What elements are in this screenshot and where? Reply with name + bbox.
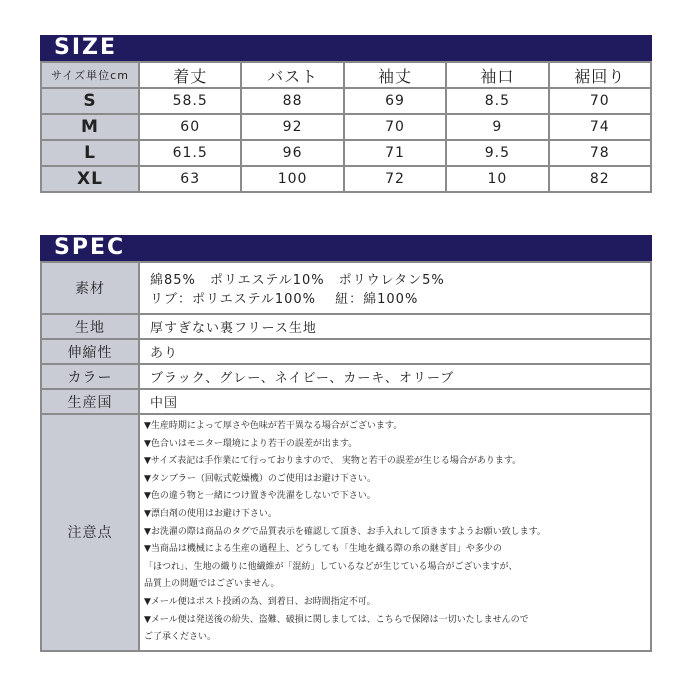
note-line: ▼当商品は機械による生産の過程上、どうしても「生地を織る際の糸の継ぎ目」や多少の bbox=[144, 544, 502, 555]
table-row bbox=[41, 88, 651, 114]
spec-value-line: あり bbox=[150, 346, 179, 361]
table-row bbox=[41, 114, 651, 140]
measurement-cell: 78 bbox=[549, 140, 651, 166]
spec-value-line: ブラック、グレー、ネイビー、カーキ、オリーブ bbox=[150, 371, 455, 386]
spec-row bbox=[41, 389, 651, 414]
measurement-cell: 71 bbox=[344, 140, 446, 166]
note-line: ▼タンブラー（回転式乾燥機）のご使用はお避け下さい。 bbox=[144, 473, 376, 484]
measurement-cell: 88 bbox=[241, 88, 343, 114]
note-line: ▼サイズ表記は手作業にて行っておりますので、 実物と若干の誤差が生じる場合があります。 bbox=[144, 456, 522, 467]
notes-label: 注意点 bbox=[41, 414, 139, 651]
column-header: 袖口 bbox=[446, 62, 548, 88]
measurement-cell: 82 bbox=[549, 166, 651, 192]
notes-list bbox=[139, 414, 651, 651]
note-line: ▼お洗濯の際は商品のタグで品質表示を確認して頂き、お手入れして頂きますようお願い致します。 bbox=[144, 526, 546, 537]
measurement-cell: 58.5 bbox=[139, 88, 241, 114]
spec-value bbox=[139, 339, 651, 364]
spec-row bbox=[41, 364, 651, 389]
notes-row bbox=[41, 414, 651, 651]
size-label: S bbox=[41, 88, 139, 114]
measurement-cell: 100 bbox=[241, 166, 343, 192]
column-header: 裾回り bbox=[549, 62, 651, 88]
spec-value bbox=[139, 314, 651, 339]
size-label: XL bbox=[41, 166, 139, 192]
size-header-row bbox=[41, 62, 651, 88]
size-label: M bbox=[41, 114, 139, 140]
spec-label: 伸縮性 bbox=[41, 339, 139, 364]
spec-value bbox=[139, 262, 651, 314]
note-line: 「ほつれ」、生地の織りに他繊維が「混紡」しているなどが生じている場合がございますが、 bbox=[144, 561, 518, 572]
measurement-cell: 69 bbox=[344, 88, 446, 114]
note-line: ▼メール便は発送後の紛失、盗難、破損に関しましては、こちらで保障は一切いたしませんので bbox=[144, 614, 529, 625]
measurement-cell: 10 bbox=[446, 166, 548, 192]
spec-value-line: 中国 bbox=[150, 396, 179, 411]
measurement-cell: 9 bbox=[446, 114, 548, 140]
spec-value-line: リブ：ポリエステル100% 紐：綿100% bbox=[150, 292, 419, 307]
measurement-cell: 96 bbox=[241, 140, 343, 166]
column-header: 袖丈 bbox=[344, 62, 446, 88]
table-row bbox=[41, 140, 651, 166]
note-line: ▼漂白剤の使用はお避け下さい。 bbox=[144, 508, 277, 519]
spec-label: 生地 bbox=[41, 314, 139, 339]
measurement-cell: 63 bbox=[139, 166, 241, 192]
spec-value bbox=[139, 364, 651, 389]
column-header: バスト bbox=[241, 62, 343, 88]
spec-section-title: SPEC bbox=[40, 235, 652, 261]
spec-label: 生産国 bbox=[41, 389, 139, 414]
table-row bbox=[41, 166, 651, 192]
note-line: ▼色合いはモニター環境により若干の誤差が出ます。 bbox=[144, 438, 358, 449]
size-section-title: SIZE bbox=[40, 35, 652, 61]
size-label: L bbox=[41, 140, 139, 166]
unit-label: サイズ単位cm bbox=[41, 62, 139, 88]
measurement-cell: 8.5 bbox=[446, 88, 548, 114]
spec-row bbox=[41, 339, 651, 364]
note-line: ご了承ください。 bbox=[144, 632, 217, 643]
measurement-cell: 74 bbox=[549, 114, 651, 140]
spec-row bbox=[41, 262, 651, 314]
spec-row bbox=[41, 314, 651, 339]
spec-value-line: 綿85% ポリエステル10% ポリウレタン5% bbox=[150, 273, 445, 288]
note-line: ▼メール便はポスト投函の為、到着日、お時間指定不可。 bbox=[144, 596, 376, 607]
measurement-cell: 60 bbox=[139, 114, 241, 140]
spec-value bbox=[139, 389, 651, 414]
size-table bbox=[40, 61, 652, 193]
spec-label: 素材 bbox=[41, 262, 139, 314]
note-line: 品質上の問題ではございません。 bbox=[144, 579, 280, 590]
measurement-cell: 61.5 bbox=[139, 140, 241, 166]
measurement-cell: 70 bbox=[344, 114, 446, 140]
spec-label: カラー bbox=[41, 364, 139, 389]
measurement-cell: 9.5 bbox=[446, 140, 548, 166]
note-line: ▼生産時期によって厚さや色味が若干異なる場合がございます。 bbox=[144, 421, 403, 431]
measurement-cell: 72 bbox=[344, 166, 446, 192]
measurement-cell: 70 bbox=[549, 88, 651, 114]
spec-value-line: 厚すぎない裏フリース生地 bbox=[150, 321, 317, 336]
note-line: ▼色の違う物と一緒につけ置きや洗濯をしないで下さい。 bbox=[144, 491, 376, 502]
column-header: 着丈 bbox=[139, 62, 241, 88]
spec-table bbox=[40, 261, 652, 652]
measurement-cell: 92 bbox=[241, 114, 343, 140]
